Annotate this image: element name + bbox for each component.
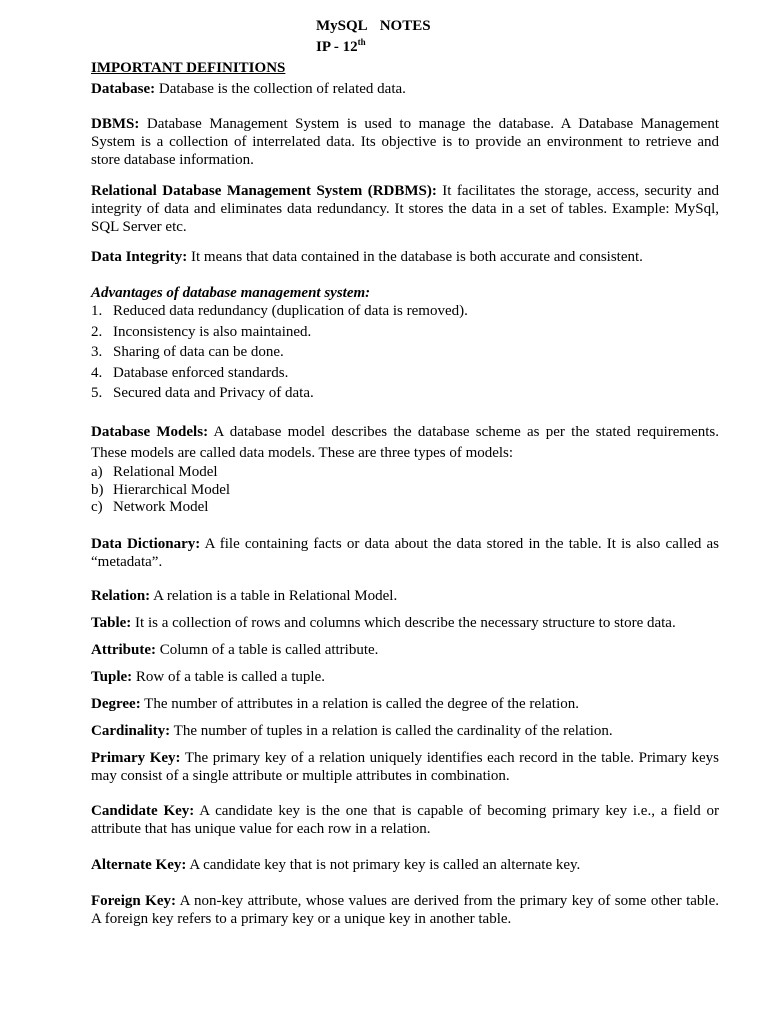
advantages-list — [91, 302, 468, 405]
list-text: Hierarchical Model — [113, 481, 231, 498]
def-database — [91, 80, 719, 98]
list-item — [91, 302, 468, 323]
definition: The number of attributes in a relation is called the degree of the relation. — [140, 696, 579, 712]
term: Relational Database Management System (RDBMS): — [91, 183, 437, 199]
list-item — [91, 463, 230, 481]
term: Data Integrity: — [91, 249, 188, 265]
term: Database: — [91, 81, 156, 97]
list-item — [91, 343, 468, 364]
list-number: b) — [91, 481, 104, 498]
definition: Database Management System is used to manage the database. A Database Management System is a collection of interrelated data. Its objective is to provide an environment to retrieve and store database information. — [91, 116, 719, 168]
definition: A candidate key is the one that is capable of becoming primary key i.e., a field or attribute that has unique value for each row in a relation. — [91, 803, 720, 837]
def-table — [91, 614, 719, 632]
list-number: 1. — [91, 303, 103, 319]
definition: Database is the collection of related data. — [155, 81, 406, 97]
definition: A non-key attribute, whose values are derived from the primary key of some other table. A foreign key refers to a primary key or a unique key in another table. — [91, 893, 720, 927]
term: Table: — [91, 615, 132, 631]
doc-subtitle — [316, 38, 366, 56]
definition: The primary key of a relation uniquely identifies each record in the table. Primary keys may consist of a single attribute or multiple attributes in combination. — [91, 750, 719, 784]
definition: It is a collection of rows and columns which describe the necessary structure to store data. — [131, 615, 676, 631]
def-foreign-key — [91, 892, 719, 928]
def-primary-key — [91, 749, 719, 785]
term: Alternate Key: — [91, 857, 187, 873]
term: Data Dictionary: — [91, 536, 201, 552]
list-number: c) — [91, 499, 103, 516]
term: Candidate Key: — [91, 803, 195, 819]
term: Cardinality: — [91, 723, 171, 739]
def-models — [91, 422, 719, 464]
term: Primary Key: — [91, 750, 181, 766]
definition: It facilitates the storage, access, security and integrity of data and eliminates data redundancy. It stores the data in a set of tables. Example: MySql, SQL Server etc. — [91, 183, 719, 235]
list-text: Database enforced standards. — [113, 364, 289, 381]
list-number: 5. — [91, 385, 103, 402]
def-rdbms — [91, 182, 719, 236]
term: Foreign Key: — [91, 893, 176, 909]
list-text: Inconsistency is also maintained. — [113, 323, 312, 340]
def-dictionary — [91, 535, 719, 571]
definition: A file containing facts or data about the data stored in the table. It is also called as “metadata”. — [91, 536, 719, 570]
term: Relation: — [91, 588, 151, 604]
models-list — [91, 463, 230, 516]
list-item — [91, 481, 230, 499]
list-item — [91, 384, 468, 405]
list-text: Relational Model — [113, 464, 218, 480]
def-relation — [91, 587, 719, 605]
term: Database Models: — [91, 424, 209, 440]
def-cardinality — [91, 722, 719, 740]
list-number: 2. — [91, 323, 103, 340]
list-item — [91, 323, 468, 344]
term: Degree: — [91, 696, 141, 712]
definition: Column of a table is called attribute. — [155, 642, 379, 658]
def-degree — [91, 695, 719, 713]
list-text: Sharing of data can be done. — [113, 344, 284, 361]
definition: The number of tuples in a relation is called the cardinality of the relation. — [170, 723, 613, 739]
list-number: 3. — [91, 344, 103, 361]
list-item — [91, 498, 230, 516]
doc-subtitle-sup: th — [357, 37, 366, 47]
term: Attribute: — [91, 642, 156, 658]
def-tuple — [91, 668, 719, 686]
doc-subtitle-prefix: IP - 12 — [316, 39, 358, 55]
list-item — [91, 364, 468, 385]
doc-title-b: NOTES — [379, 18, 431, 34]
definition: A relation is a table in Relational Model. — [150, 588, 398, 604]
definition: Row of a table is called a tuple. — [132, 669, 325, 685]
def-dbms — [91, 115, 719, 169]
def-attribute — [91, 641, 719, 659]
list-text: Network Model — [113, 499, 209, 516]
term: DBMS: — [91, 116, 140, 132]
list-number: a) — [91, 464, 103, 480]
term: Tuple: — [91, 669, 133, 685]
definition: A database model describes the database scheme as per the stated requirements. These models are called data models. These are three types of models: — [91, 424, 719, 461]
section-heading: IMPORTANT DEFINITIONS — [91, 60, 286, 76]
list-text: Secured data and Privacy of data. — [113, 385, 314, 402]
definition: It means that data contained in the database is both accurate and consistent. — [187, 249, 643, 265]
doc-title — [316, 17, 431, 35]
list-text: Reduced data redundancy (duplication of data is removed). — [113, 303, 468, 319]
definition: A candidate key that is not primary key is called an alternate key. — [186, 857, 581, 873]
def-integrity — [91, 248, 719, 266]
advantages-heading: Advantages of database management system: — [91, 285, 371, 301]
def-candidate-key — [91, 802, 719, 838]
doc-title-a: MySQL — [316, 18, 368, 34]
def-alternate-key — [91, 856, 719, 874]
list-number: 4. — [91, 364, 103, 381]
